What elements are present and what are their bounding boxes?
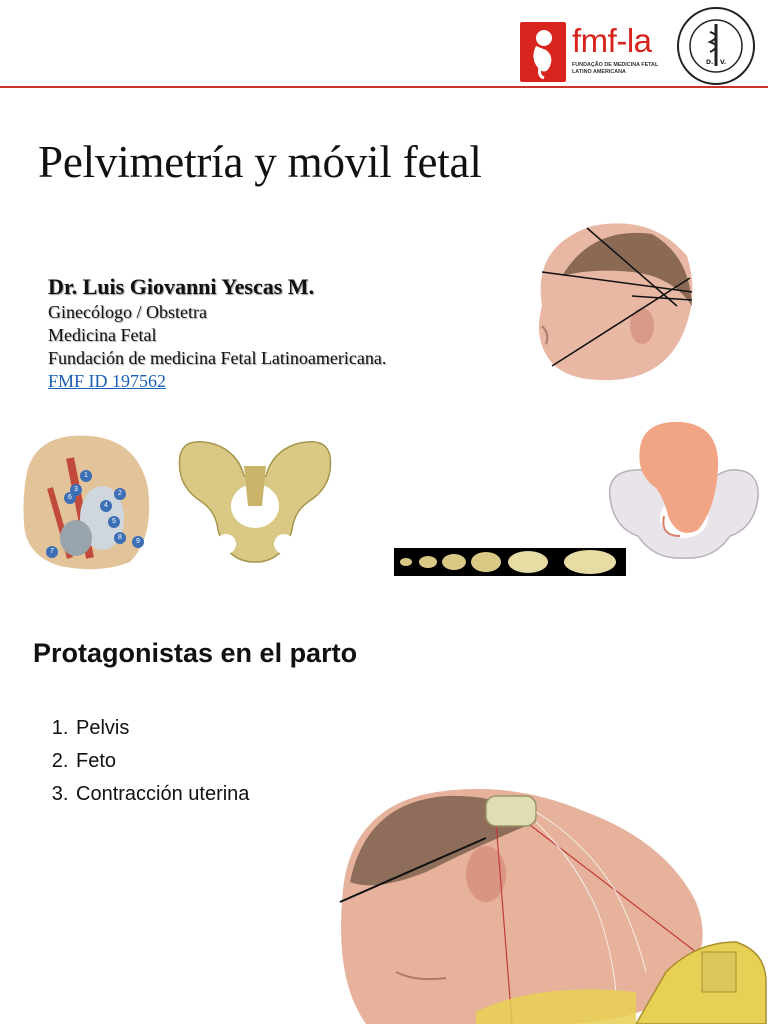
page-title: Pelvimetría y móvil fetal <box>38 137 482 187</box>
anatomy-label-5: 5 <box>108 516 120 528</box>
author-role: Ginecólogo / Obstetra <box>48 302 207 322</box>
baby-head-diameters-image <box>522 216 702 388</box>
pelvis-types-strip <box>394 548 626 576</box>
section-title: Protagonistas en el parto <box>33 638 358 668</box>
anatomy-label-1: 1 <box>80 470 92 482</box>
anatomy-label-8: 8 <box>114 532 126 544</box>
fetus-logo-icon <box>520 22 566 82</box>
author-name: Dr. Luis Giovanni Yescas M. <box>48 274 315 299</box>
logo-subtitle: FUNDAÇÃO DE MEDICINA FETAL LATINO AMERICANA <box>572 62 659 76</box>
logo-text: fmf-la <box>572 22 652 59</box>
list-item: 2. Feto <box>74 745 249 778</box>
pelvis-anatomy-diagram <box>20 428 156 574</box>
anatomy-label-7: 7 <box>46 546 58 558</box>
list-item: 1. Pelvis <box>74 712 249 745</box>
anatomy-label-3: 3 <box>70 484 82 496</box>
fetal-head-birth-canal-image <box>336 782 768 1024</box>
header-divider <box>0 86 768 88</box>
anatomy-label-4: 4 <box>100 500 112 512</box>
author-institution: Fundación de medicina Fetal Latinoamericana. <box>48 348 387 368</box>
anatomy-label-2: 2 <box>114 488 126 500</box>
list-item: 3. Contracción uterina <box>74 778 249 811</box>
protagonists-list <box>48 712 249 811</box>
anatomy-label-6: 6 <box>64 492 76 504</box>
svg-text:D.: D. <box>706 59 714 66</box>
fetus-in-pelvis-image <box>604 418 764 562</box>
fmf-la-logo <box>520 22 668 82</box>
fmf-id-link[interactable]: FMF ID 197562 <box>48 371 167 391</box>
svg-text:V.: V. <box>720 59 727 66</box>
author-specialty: Medicina Fetal <box>48 325 157 345</box>
society-seal <box>676 6 756 86</box>
anatomy-label-9: 9 <box>132 536 144 548</box>
pelvis-bone-image <box>174 436 336 566</box>
